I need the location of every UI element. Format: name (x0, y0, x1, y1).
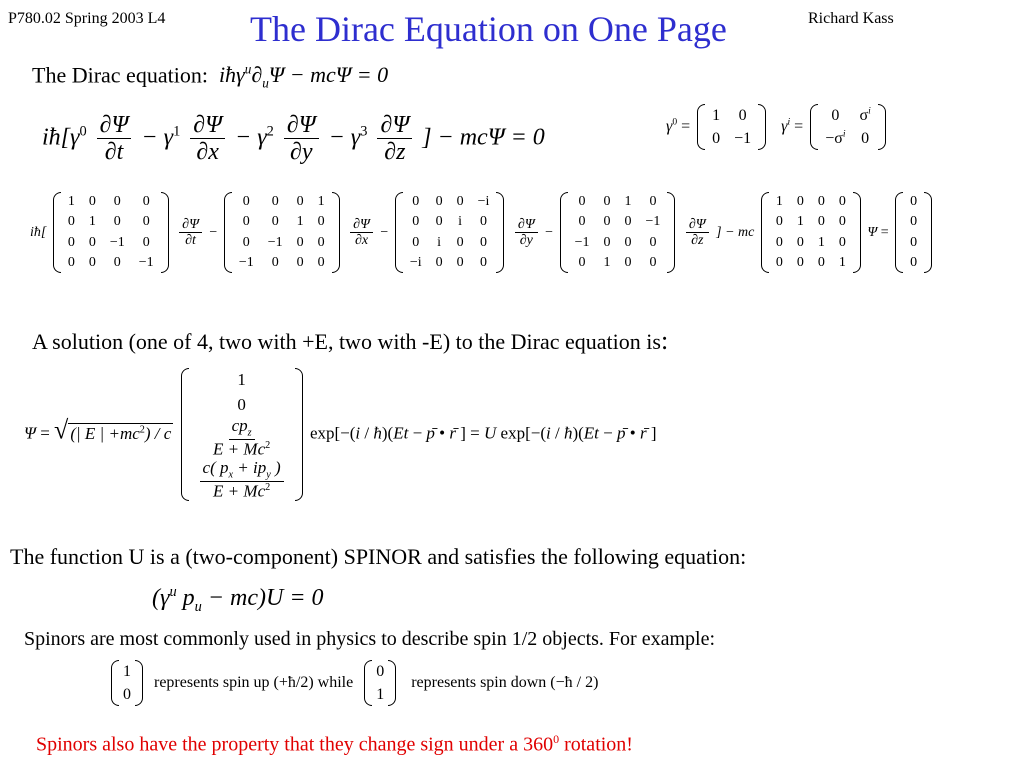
closing-note-tail: rotation! (559, 733, 633, 756)
matrix-cell: 1 (775, 194, 783, 209)
spinor-usage: Spinors are most commonly used in physics to describe spin 1/2 objects. For example: (24, 628, 716, 650)
spinor-equation: ($\gamma^u$ $p_u - mc)U = 0$ (152, 584, 324, 615)
matrix-row (568, 233, 668, 253)
matrix-cell: 0 (578, 214, 586, 230)
solution-intro (32, 326, 668, 356)
matrix-cell: −i (409, 254, 422, 270)
matrix-cell: 0 (831, 107, 840, 124)
matrix-cell: 0 (796, 194, 804, 209)
matrix-cell: 0 (649, 194, 657, 209)
matrix-cell: 0 (738, 107, 747, 124)
gamma0-matrix (697, 104, 766, 150)
matrix-cell: 0 (142, 234, 150, 250)
zero-vector (895, 192, 932, 273)
matrix-cell: 0 (113, 254, 121, 270)
matrix-cell: 1 (317, 194, 325, 209)
matrix-row (705, 104, 758, 127)
identity-4x4-matrix (761, 192, 861, 273)
partial-y-fraction: $\frac{\partial\Psi}{\partial y}$ (284, 112, 319, 166)
matrix-cell: −1 (138, 254, 154, 270)
matrix-row (818, 127, 878, 150)
matrix-cell: 0 (624, 234, 632, 250)
dirac-equation-label: The Dirac equation: (32, 62, 208, 88)
matrix-cell: 1 (712, 107, 721, 124)
spin-down-text: represents spin down (−ħ / 2) (411, 673, 599, 691)
solution-colon: : (660, 326, 669, 355)
matrix-cell: 0 (838, 194, 846, 209)
matrix-cell: −1 (109, 234, 125, 250)
matrix-cell: 1 (838, 254, 846, 270)
matrix-cell: 0 (817, 254, 825, 270)
matrix-cell: 0 (456, 254, 464, 270)
matrix-cell: 0 (435, 194, 443, 209)
matrix-cell: 0 (775, 254, 783, 270)
matrix-cell: 1 (603, 254, 611, 270)
dirac-equation-line (32, 62, 388, 92)
matrix-cell: 0 (649, 234, 657, 250)
matrix-row (403, 192, 497, 212)
matrix-cell: 0 (67, 254, 75, 270)
matrix-cell: −1 (267, 234, 283, 250)
matrix-cell: 0 (910, 214, 918, 230)
matrix-cell: 0 (435, 254, 443, 270)
partial-x-fraction: $\frac{\partial\Psi}{\partial x}$ (190, 112, 225, 166)
matrix-row (769, 192, 853, 212)
matrix-cell: 0 (603, 194, 611, 209)
closing-note-text: Spinors also have the property that they change sign under a 360 (36, 733, 554, 756)
solution-equation: Ψ = √ (| E | $+mc^2) / c$ 1 0 $\frac{cp_z}{E + Mc^2}$ $\frac{c( p_x + ip_y )}{E + Mc^2}$ exp[−(i / ħ)(Et − p̄ • r̄ ] = U exp[−(i / ħ)(Et − p̄ • r̄ ] (24, 370, 657, 501)
matrix-row (769, 253, 853, 273)
matrix-row (232, 212, 332, 232)
matrix-row (119, 683, 135, 706)
matrix-cell: 0 (775, 214, 783, 230)
spinor-intro: The function U is a (two-component) SPINOR and satisfies the following equation: (10, 544, 747, 569)
matrix-row (232, 233, 332, 253)
matrix-cell: 0 (412, 214, 420, 230)
matrix-cell: $\sigma^i$ (859, 105, 871, 124)
matrix-cell: 0 (242, 194, 250, 209)
matrix-cell: 0 (480, 254, 487, 270)
matrix-cell: 0 (480, 214, 487, 230)
matrix-row (372, 683, 388, 706)
matrix-cell: −1 (734, 130, 752, 148)
matrix-cell: 0 (113, 214, 121, 230)
matrix-row (61, 192, 161, 212)
matrix-cell: 0 (456, 234, 464, 250)
dirac-equation-expanded: $iħ[\gamma^0$ $\frac{\partial\Psi}{\partial t}$ − $\gamma^1$ $\frac{\partial\Psi}{\partial x}$ − $\gamma^2$ $\frac{\partial\Psi}{\partial y}$ − $\gamma^3$ $\frac{\partial\Psi}{\partial z}$ ] − mcΨ = 0 (42, 112, 545, 166)
matrix-cell: 0 (142, 214, 150, 230)
matrix-cell: 0 (817, 214, 825, 230)
closing-note-superscript: 0 (553, 732, 560, 746)
matrix-row (568, 212, 668, 232)
matrix-row (61, 233, 161, 253)
matrix-cell: 1 (624, 194, 632, 209)
matrix-cell: 0 (603, 214, 611, 230)
matrix-row (903, 253, 924, 273)
matrix-row (403, 253, 497, 273)
matrix-cell: 0 (271, 254, 279, 270)
gammai-matrix (810, 104, 886, 150)
matrix-cell: −i (477, 194, 490, 209)
matrix-cell: 0 (142, 194, 150, 209)
matrix-row (818, 104, 878, 127)
matrix-row (903, 192, 924, 212)
matrix-cell: 0 (317, 214, 325, 230)
matrix-cell: 0 (242, 234, 250, 250)
matrix-cell: 0 (775, 234, 783, 250)
matrix-cell: 0 (480, 234, 487, 250)
matrix-cell: 0 (271, 194, 279, 209)
matrix-cell: 0 (412, 194, 420, 209)
matrix-cell: −1 (238, 254, 254, 270)
matrix-row (403, 212, 497, 232)
matrix-cell: 0 (861, 130, 870, 148)
matrix-cell: 0 (624, 214, 632, 230)
g0-4x4-matrix (53, 192, 169, 273)
matrix-cell: 0 (242, 214, 250, 230)
matrix-cell: 0 (456, 194, 464, 209)
closing-note (36, 732, 633, 757)
matrix-row (903, 212, 924, 232)
matrix-row (61, 212, 161, 232)
matrix-cell: 1 (817, 234, 825, 250)
matrix-cell: 0 (910, 194, 918, 209)
matrix-cell: 0 (67, 234, 75, 250)
matrix-cell: 0 (88, 254, 96, 270)
matrix-cell: 0 (412, 234, 420, 250)
matrix-cell: 0 (838, 214, 846, 230)
matrix-row (403, 233, 497, 253)
matrix-cell: 0 (435, 214, 443, 230)
matrix-cell: 0 (578, 254, 586, 270)
normalization-factor: (| E | $+mc^2) / c$ (70, 423, 172, 443)
course-label: P780.02 Spring 2003 L4 (8, 10, 166, 27)
spin-up-vector (111, 660, 143, 706)
matrix-cell: 0 (88, 234, 96, 250)
matrix-cell: 0 (796, 234, 804, 250)
matrix-cell: 0 (296, 234, 304, 250)
spin-up-text: represents spin up (+ħ/2) while (154, 673, 354, 691)
matrix-cell: 0 (712, 130, 721, 148)
author-label: Richard Kass (808, 10, 894, 27)
matrix-cell: 1 (123, 663, 131, 680)
matrix-cell: 0 (838, 234, 846, 250)
matrix-row (769, 233, 853, 253)
partial-t-fraction: $\frac{\partial\Psi}{\partial t}$ (97, 112, 132, 166)
slide-title: The Dirac Equation on One Page (250, 9, 727, 49)
matrix-row (61, 253, 161, 273)
matrix-cell: 0 (817, 194, 825, 209)
solution-spinor-vector: 1 0 $\frac{cp_z}{E + Mc^2}$ $\frac{c( p_x + ip_y )}{E + Mc^2}$ (181, 368, 303, 501)
spin-examples (108, 660, 598, 706)
matrix-form-equation: iħ[ 1 0 0 0 0 1 0 0 0 0 −1 0 0 0 0 −1 $\frac{\partial\Psi}{\partial t}$ − 0 0 0 1 0 0 1 0 0 −1 0 0 −1 0 0 0 $\frac{\partial\Psi}{\partial x}$ − 0 0 0 −i 0 0 i 0 0 i 0 0 −i 0 0 0 $\frac{\partial\Psi}{\partial y}$ − 0 0 1 0 0 0 0 −1 −1 0 0 0 0 1 0 0 $\frac{\partial\Psi}{\partial z}$ ] − mc 1 0 0 0 0 1 0 0 0 0 1 0 0 0 0 1 Ψ = 0 0 0 0 (30, 192, 935, 273)
matrix-cell: 1 (796, 214, 804, 230)
matrix-cell: 0 (296, 254, 304, 270)
matrix-cell: 0 (317, 254, 325, 270)
matrix-cell: 1 (376, 686, 385, 704)
matrix-cell: 0 (376, 663, 385, 680)
matrix-cell: 1 (88, 214, 96, 230)
matrix-cell: −1 (645, 214, 661, 230)
matrix-cell: i (437, 234, 442, 250)
matrix-cell: 0 (113, 194, 121, 209)
partial-z-fraction: $\frac{\partial\Psi}{\partial z}$ (377, 112, 412, 166)
matrix-cell: 0 (67, 214, 75, 230)
matrix-cell: $-\sigma^i$ (825, 128, 846, 148)
g2-4x4-matrix (395, 192, 505, 273)
matrix-cell: i (458, 214, 463, 230)
matrix-cell: 0 (88, 194, 96, 209)
g3-4x4-matrix (560, 192, 676, 273)
matrix-cell: 0 (578, 194, 586, 209)
gamma-definitions: $\gamma^0$ = 1 0 0 −1 $\gamma^i$ = 0 $\sigma^i$ $-\sigma^i$ 0 (666, 104, 889, 150)
matrix-cell: 0 (624, 254, 632, 270)
solution-intro-text: A solution (one of 4, two with +E, two with -E) to the Dirac equation is (32, 329, 661, 354)
matrix-cell: 0 (271, 214, 279, 230)
g1-4x4-matrix (224, 192, 340, 273)
matrix-cell: 0 (796, 254, 804, 270)
matrix-row (119, 660, 135, 683)
matrix-cell: −1 (574, 234, 590, 250)
matrix-cell: 0 (317, 234, 325, 250)
exponential-factor: exp[−(i / ħ)(Et − p̄ • r̄ ] = U exp[−(i / ħ)(Et − p̄ • r̄ ] (309, 423, 657, 443)
matrix-cell: 0 (910, 254, 918, 270)
matrix-row (903, 233, 924, 253)
matrix-row (372, 660, 388, 683)
matrix-cell: 0 (123, 686, 131, 704)
dirac-equation-compact: $iħ\gamma^u\partial_u\Psi - mc\Psi = 0$ (213, 62, 389, 91)
matrix-cell: 1 (296, 214, 304, 230)
matrix-row (568, 192, 668, 212)
matrix-cell: 0 (649, 254, 657, 270)
matrix-cell: 1 (67, 194, 75, 209)
matrix-cell: 0 (296, 194, 304, 209)
matrix-row (769, 212, 853, 232)
matrix-row (232, 192, 332, 212)
matrix-row (568, 253, 668, 273)
matrix-cell: 0 (910, 234, 918, 250)
matrix-cell: 0 (603, 234, 611, 250)
spin-down-vector (364, 660, 396, 706)
matrix-row (705, 127, 758, 150)
matrix-row (232, 253, 332, 273)
